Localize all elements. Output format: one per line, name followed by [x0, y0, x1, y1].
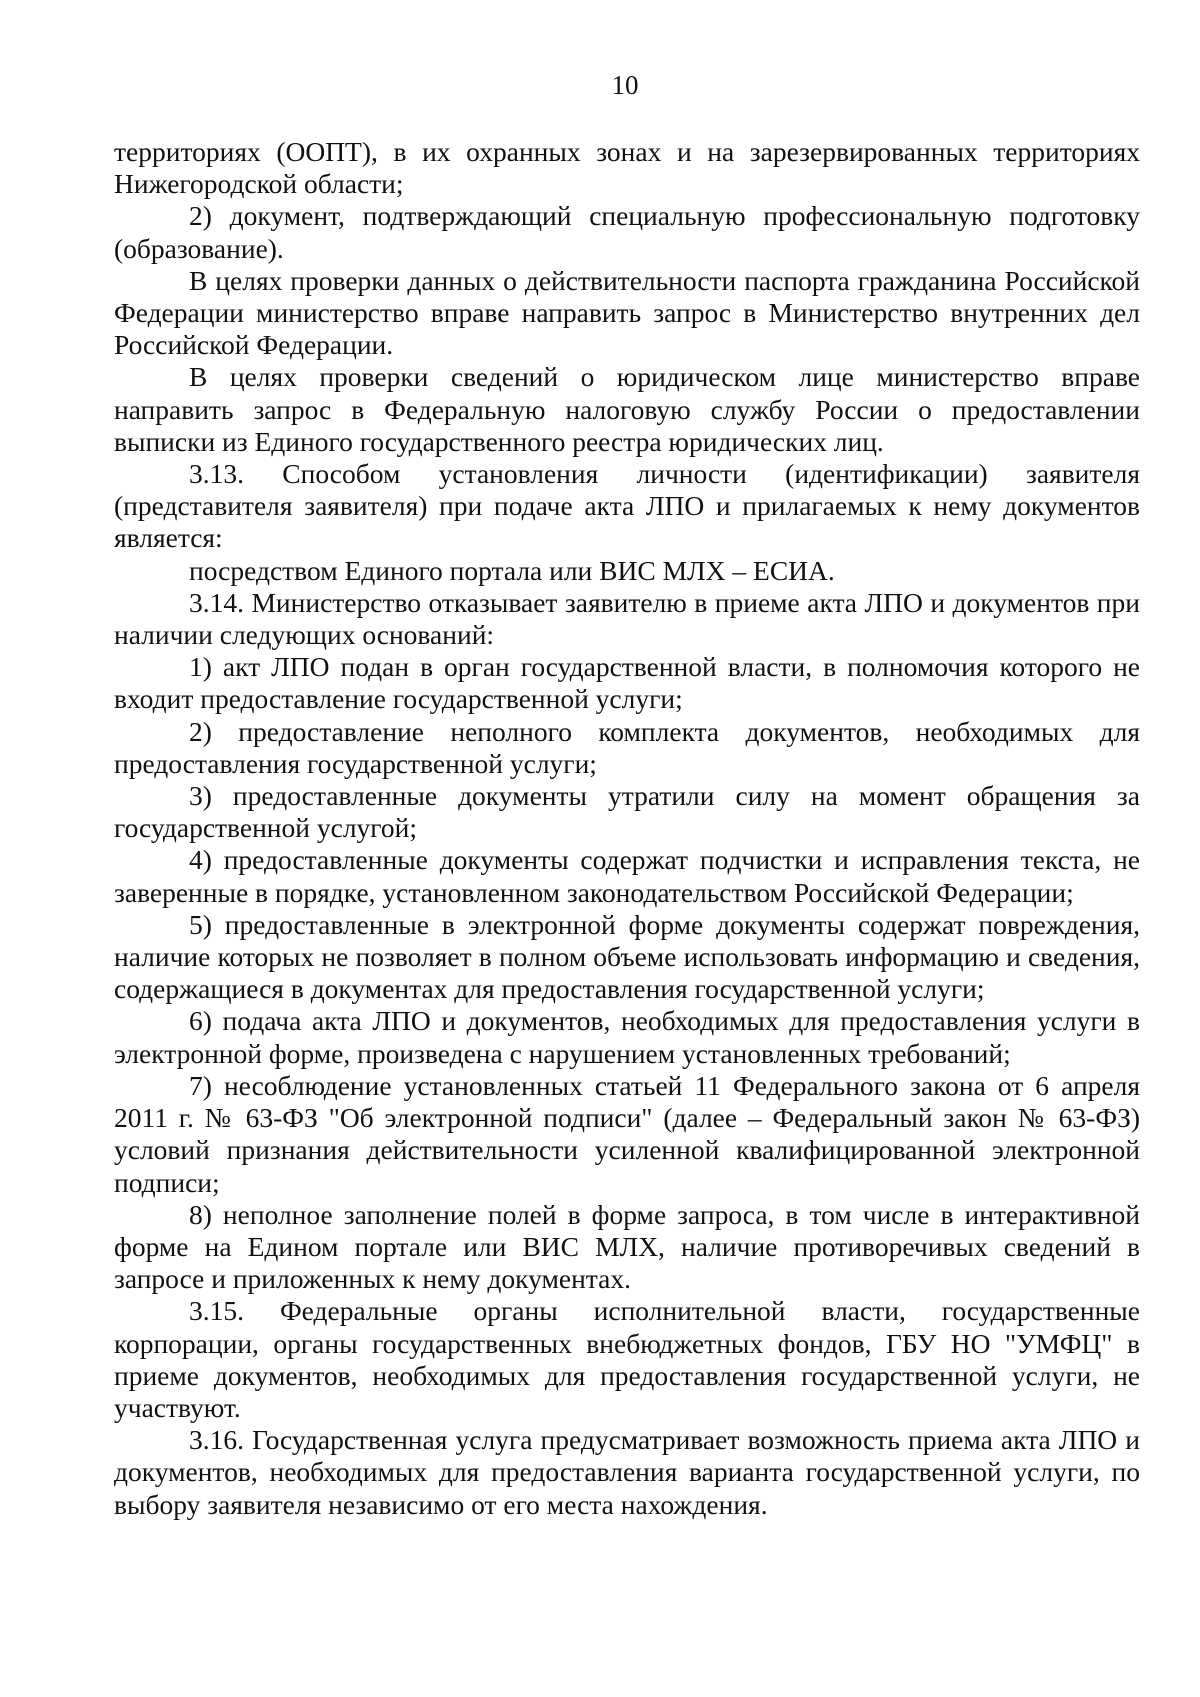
paragraph: 3.13. Способом установления личности (идентификации) заявителя (представителя заявителя) при подаче акта ЛПО и прилагаемых к нему документов является:	[114, 458, 1140, 554]
paragraph: 2) предоставление неполного комплекта документов, необходимых для предоставления государственной услуги;	[114, 715, 1140, 779]
paragraph: В целях проверки сведений о юридическом лице министерство вправе направить запрос в Федеральную налоговую службу России о предоставлении выписки из Единого государственного реестра юридических лиц.	[114, 361, 1140, 457]
document-body	[114, 136, 1140, 1521]
paragraph: 3) предоставленные документы утратили силу на момент обращения за государственной услугой;	[114, 780, 1140, 844]
paragraph: 8) неполное заполнение полей в форме запроса, в том числе в интерактивной форме на Едином портале или ВИС МЛХ, наличие противоречивых сведений в запросе и приложенных к нему документах.	[114, 1198, 1140, 1295]
paragraph: 3.16. Государственная услуга предусматривает возможность приема акта ЛПО и документов, необходимых для предоставления варианта государственной услуги, по выбору заявителя независимо от его места нахождения.	[114, 1424, 1140, 1520]
paragraph: 3.15. Федеральные органы исполнительной власти, государственные корпорации, органы государственных внебюджетных фондов, ГБУ НО "УМФЦ" в приеме документов, необходимых для предоставления государственной услуги, не участвуют.	[114, 1295, 1140, 1423]
paragraph: 3.14. Министерство отказывает заявителю в приеме акта ЛПО и документов при наличии следующих оснований:	[114, 586, 1140, 651]
paragraph: 5) предоставленные в электронной форме документы содержат повреждения, наличие которых не позволяет в полном объеме использовать информацию и сведения, содержащиеся в документах для предоставления государственной услуги;	[114, 908, 1140, 1005]
paragraph: территориях (ООПТ), в их охранных зонах и на зарезервированных территориях Нижегородской области;	[114, 136, 1140, 200]
page-number: 10	[611, 70, 639, 100]
paragraph: 2) документ, подтверждающий специальную профессиональную подготовку (образование).	[114, 200, 1140, 264]
paragraph: В целях проверки данных о действительности паспорта гражданина Российской Федерации министерство вправе направить запрос в Министерство внутренних дел Российской Федерации.	[114, 264, 1140, 361]
paragraph: 6) подача акта ЛПО и документов, необходимых для предоставления услуги в электронной форме, произведена с нарушением установленных требований;	[114, 1005, 1140, 1069]
paragraph: 1) акт ЛПО подан в орган государственной власти, в полномочия которого не входит предоставление государственной услуги;	[114, 651, 1140, 715]
paragraph: посредством Единого портала или ВИС МЛХ – ЕСИА.	[189, 554, 835, 586]
paragraph: 7) несоблюдение установленных статьей 11 Федерального закона от 6 апреля 2011 г. № 63-ФЗ "Об электронной подписи" (далее – Федеральный закон № 63-ФЗ) условий признания действительности усиленной квалифицированной электронной подписи;	[114, 1069, 1140, 1198]
paragraph: 4) предоставленные документы содержат подчистки и исправления текста, не заверенные в порядке, установленном законодательством Российской Федерации;	[114, 844, 1140, 908]
